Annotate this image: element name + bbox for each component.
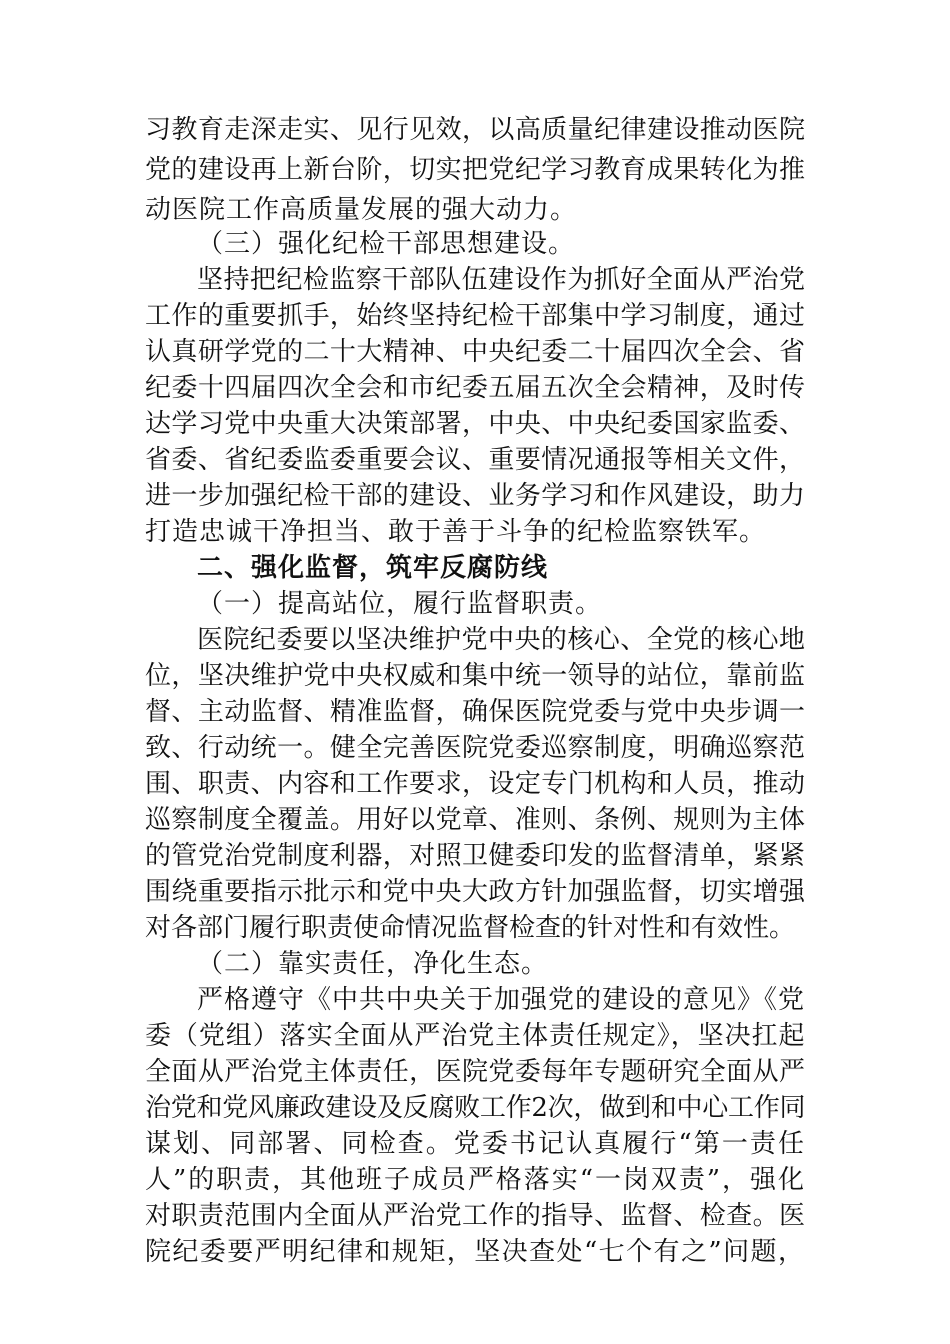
paragraph-line: 全面从严治党主体责任，医院党委每年专题研究全面从严 bbox=[145, 1057, 805, 1087]
paragraph-line: 院纪委要严明纪律和规矩，坚决查处“七个有之”问题， bbox=[145, 1237, 805, 1267]
paragraph-line: 党的建设再上新台阶，切实把党纪学习教育成果转化为推 bbox=[145, 155, 805, 185]
section-heading: 二、强化监督，筑牢反腐防线 bbox=[197, 553, 549, 583]
paragraph-line: 围、职责、内容和工作要求，设定专门机构和人员，推动 bbox=[145, 769, 805, 799]
paragraph-line: 工作的重要抓手，始终坚持纪检干部集中学习制度，通过 bbox=[145, 301, 805, 331]
paragraph-line: 委（党组）落实全面从严治党主体责任规定》，坚决扛起 bbox=[145, 1021, 805, 1051]
subsection-title: （三）强化纪检干部思想建设。 bbox=[197, 229, 576, 259]
paragraph-line: 位，坚决维护党中央权威和集中统一领导的站位，靠前监 bbox=[145, 661, 805, 691]
paragraph-line: 省委、省纪委监委重要会议、重要情况通报等相关文件， bbox=[145, 445, 805, 475]
paragraph-line: 医院纪委要以坚决维护党中央的核心、全党的核心地 bbox=[197, 625, 805, 655]
paragraph-line: 围绕重要指示批示和党中央大政方针加强监督，切实增强 bbox=[145, 877, 805, 907]
paragraph-line: 督、主动监督、精准监督，确保医院党委与党中央步调一 bbox=[145, 697, 805, 727]
subsection-title: （一）提高站位，履行监督职责。 bbox=[197, 589, 603, 619]
paragraph-line: 坚持把纪检监察干部队伍建设作为抓好全面从严治党 bbox=[197, 265, 805, 295]
paragraph-line: 的管党治党制度利器，对照卫健委印发的监督清单，紧紧 bbox=[145, 841, 805, 871]
paragraph-line: 习教育走深走实、见行见效，以高质量纪律建设推动医院 bbox=[145, 115, 805, 145]
subsection-title: （二）靠实责任，净化生态。 bbox=[197, 949, 549, 979]
paragraph-line: 人”的职责，其他班子成员严格落实“一岗双责”，强化 bbox=[145, 1165, 805, 1195]
paragraph-line: 严格遵守《中共中央关于加强党的建设的意见》《党 bbox=[197, 985, 806, 1015]
paragraph-line: 纪委十四届四次全会和市纪委五届五次全会精神，及时传 bbox=[145, 373, 805, 403]
paragraph-line: 治党和党风廉政建设及反腐败工作2次，做到和中心工作同 bbox=[145, 1093, 805, 1123]
paragraph-line: 认真研学党的二十大精神、中央纪委二十届四次全会、省 bbox=[145, 337, 805, 367]
paragraph-line: 动医院工作高质量发展的强大动力。 bbox=[145, 195, 578, 225]
paragraph-line: 谋划、同部署、同检查。党委书记认真履行“第一责任 bbox=[145, 1129, 805, 1159]
paragraph-line: 致、行动统一。健全完善医院党委巡察制度，明确巡察范 bbox=[145, 733, 805, 763]
paragraph-line: 巡察制度全覆盖。用好以党章、准则、条例、规则为主体 bbox=[145, 805, 805, 835]
paragraph-line: 达学习党中央重大决策部署，中央、中央纪委国家监委、 bbox=[145, 409, 805, 439]
paragraph-line: 进一步加强纪检干部的建设、业务学习和作风建设，助力 bbox=[145, 481, 805, 511]
paragraph-line: 对职责范围内全面从严治党工作的指导、监督、检查。医 bbox=[145, 1201, 805, 1231]
paragraph-line: 打造忠诚干净担当、敢于善于斗争的纪检监察铁军。 bbox=[145, 517, 767, 547]
paragraph-line: 对各部门履行职责使命情况监督检查的针对性和有效性。 bbox=[145, 913, 796, 943]
